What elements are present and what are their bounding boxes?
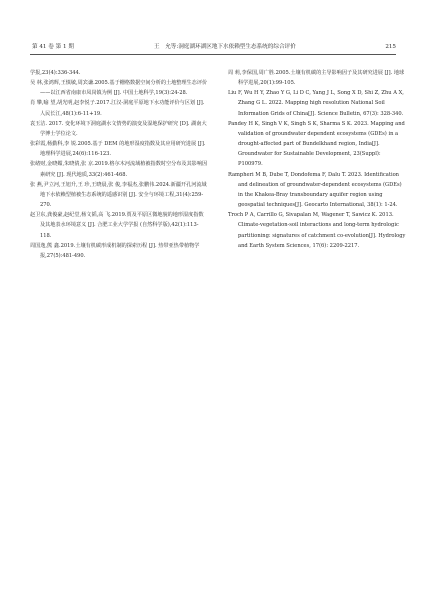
reference-item: Troch P A, Carrillo G, Sivapalan M, Wagener T, Sawicz K. 2013. Climate-vegetation-soil interactions and long-term hydrologic partitioning: signatures of catchment co-evolution[J]. Hydrology and Earth System Sciences, 17(6): 2209-2217. [228,212,406,249]
reference-item: 周国逸,熊 鑫.2019.土壤有机碳形成机制的探索历程 [J]. 热带亚热带植物学报,27(5):481-490. [30,242,200,259]
reference-item: 袁玉洁. 2017. 变化环境下洞庭湖水文情势的演变及湿地保护研究 [D]. 湖南大学博士学位论文. [30,120,207,137]
page-number: 215 [385,44,396,50]
header-rule [30,54,396,55]
reference-item: 周 莉,李保国,周广胜.2005.土壤有机碳的主导影响因子及其研究进展 [J]. 地球科学进展,20(1):99-105. [228,70,405,87]
reference-item: 赵卫东,龚俊豪,赵纪堂,杨文韬,高 飞.2019.贾及平原区微地貌的地形湿度指数及其地表水环境意义 [J]. 合肥工业大学学报 (自然科学版),42(1):113-118. [30,212,204,239]
reference-item: Pandey H K, Singh V K, Singh S K, Sharma S K. 2023. Mapping and validation of groundwater dependent ecosystems (GDEs) in a drought-affected part of Bundelkhand region, India[J]. Groundwater for Sustainable Development, 23(Suppl): P100979. [228,120,405,168]
reference-item: Liu F, Wu H Y, Zhao Y G, Li D C, Yang J L, Song X D, Shi Z, Zhu A X, Zhang G L. 2022. Mapping high resolution National Soil Information Grids of China[J]. Science Bulletin, 67(3): 328-340. [228,90,404,117]
journal-volume-issue: 第 41 卷 第 1 期 [32,44,74,50]
references-left-column [30,68,208,261]
reference-item: 张 燕,尹立河,王旭升,王 珍,王晓晨,张 俊,李福杰,张鹏伟.2024.新疆开孔河流域地下水依赖型植被生态系统的遥感识别 [J]. 安全与环境工程,31(4):259-270. [30,181,207,209]
reference-item: 吴 林,张鸿辉,王慎敏,周宾谦.2005.基于栅格数据空间分析的土地整理生态评价——以江西省南康市凤岗镇为例 [J]. 中国土地科学,19(3):24-28. [30,80,208,97]
reference-item: 张绪财,金晓媚,朱晓倩,张 京.2019.格尔木河流域植被指数时空分布及其影响因素研究 [J]. 现代地质,33(2):461-468. [30,161,208,178]
reference-item: 学报,23(4):336-344. [30,70,81,76]
reference-item: 张彩霞,杨勤科,李 锐.2005.基于 DEM 的地形湿度指数及其应用研究进展 [J]. 地理科学进展,24(6):116-123. [30,141,206,158]
running-header [30,41,396,53]
running-title: 王 允等:洞庭湖环湖区地下水依赖型生态系统的综合评价 [154,44,296,50]
references-right-column [228,68,406,251]
reference-item: 肖 攀,喻 望,胡光明,赵李悦子.2017.江汉-洞庭平原地下水功能评价与区划 [J]. 人民长江,48(1):6-11+19. [30,100,205,117]
reference-item: Rampheri M B, Dube T, Dondofema F, Dalu T. 2023. Identification and delineation of groundwater-dependent ecosystems (GDEs) in the Khakea-Bray transboundary aquifer region using geospatial techniques[J]. Geocarto International, 38(1): 1-24. [228,171,402,209]
